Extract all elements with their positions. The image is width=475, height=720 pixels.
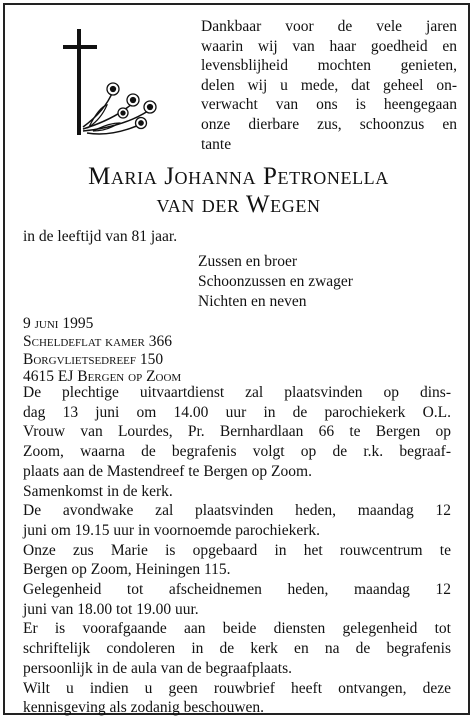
body-line: Onze zus Marie is opgebaard in het rouwcentrum te [23,541,451,559]
age-text: in de leeftijd van 81 jaar. [23,228,178,245]
cross-with-flowers-icon [53,27,168,139]
body-line: juni van 18.00 tot 19.00 uur. [23,600,199,618]
relatives-list [198,252,353,312]
body-line: dag 13 juni om 14.00 uur in de parochiekerk O.L. [23,403,451,421]
body-line: De avondwake zal plaatsvinden heden, maandag 12 [23,502,451,520]
body-line: Samenkomst in de kerk. [23,482,173,500]
intro-line: delen wij u mede, dat geheel on- [201,76,457,94]
obituary-card [3,3,470,715]
intro-line: levensblijheid mochten genieten, [201,57,457,75]
body-line: schriftelijk condoleren in de kerk en na de begrafenis [23,640,451,658]
address-line: Scheldeflat kamer 366 [23,332,173,350]
relatives-item: Zussen en broer [198,253,297,270]
deceased-name-line1: Maria Johanna Petronella [88,163,389,190]
intro-line: Dankbaar voor de vele jaren [201,18,457,35]
body-line: kennisgeving als zodanig beschouwen. [23,699,265,717]
intro-line: tante [201,135,232,153]
death-date: 9 juni 1995 [23,315,94,332]
intro-line: onze dierbare zus, schoonzus en [201,115,457,133]
relatives-item: Schoonzussen en zwager [198,273,353,290]
address-line: 4615 EJ Bergen op Zoom [23,368,182,386]
body-line: juni om 19.15 uur in voornoemde parochiekerk. [23,521,321,539]
address-block [23,315,181,386]
intro-line: verwacht van ons is heengegaan [201,96,457,114]
body-line: plaats aan de Mastendreef te Bergen op Zoom. [23,462,312,480]
body-line: Zoom, waarna de begrafenis volgt op de r.k. begraaf- [23,443,451,461]
service-details [23,383,451,718]
body-line: Gelegenheid tot afscheidnemen heden, maandag 12 [23,581,451,599]
relatives-item: Nichten en neven [198,293,307,310]
body-line: De plechtige uitvaartdienst zal plaatsvinden op dins- [23,384,451,401]
intro-text [201,17,457,154]
address-line: Borgvlietsedreef 150 [23,350,164,368]
body-line: persoonlijk in de aula van de begraafplaats. [23,659,292,677]
body-line: Bergen op Zoom, Heiningen 115. [23,561,231,579]
body-line: Er is voorafgaande aan beide diensten gelegenheid tot [23,620,451,638]
intro-line: waarin wij van haar goedheid en [201,37,457,55]
body-line: Vrouw van Lourdes, Pr. Bernhardlaan 66 te Bergen op [23,423,451,441]
deceased-name-line2: van der Wegen [156,191,321,218]
body-line: Wilt u indien u geen rouwbrief heeft ontvangen, deze [23,679,451,697]
